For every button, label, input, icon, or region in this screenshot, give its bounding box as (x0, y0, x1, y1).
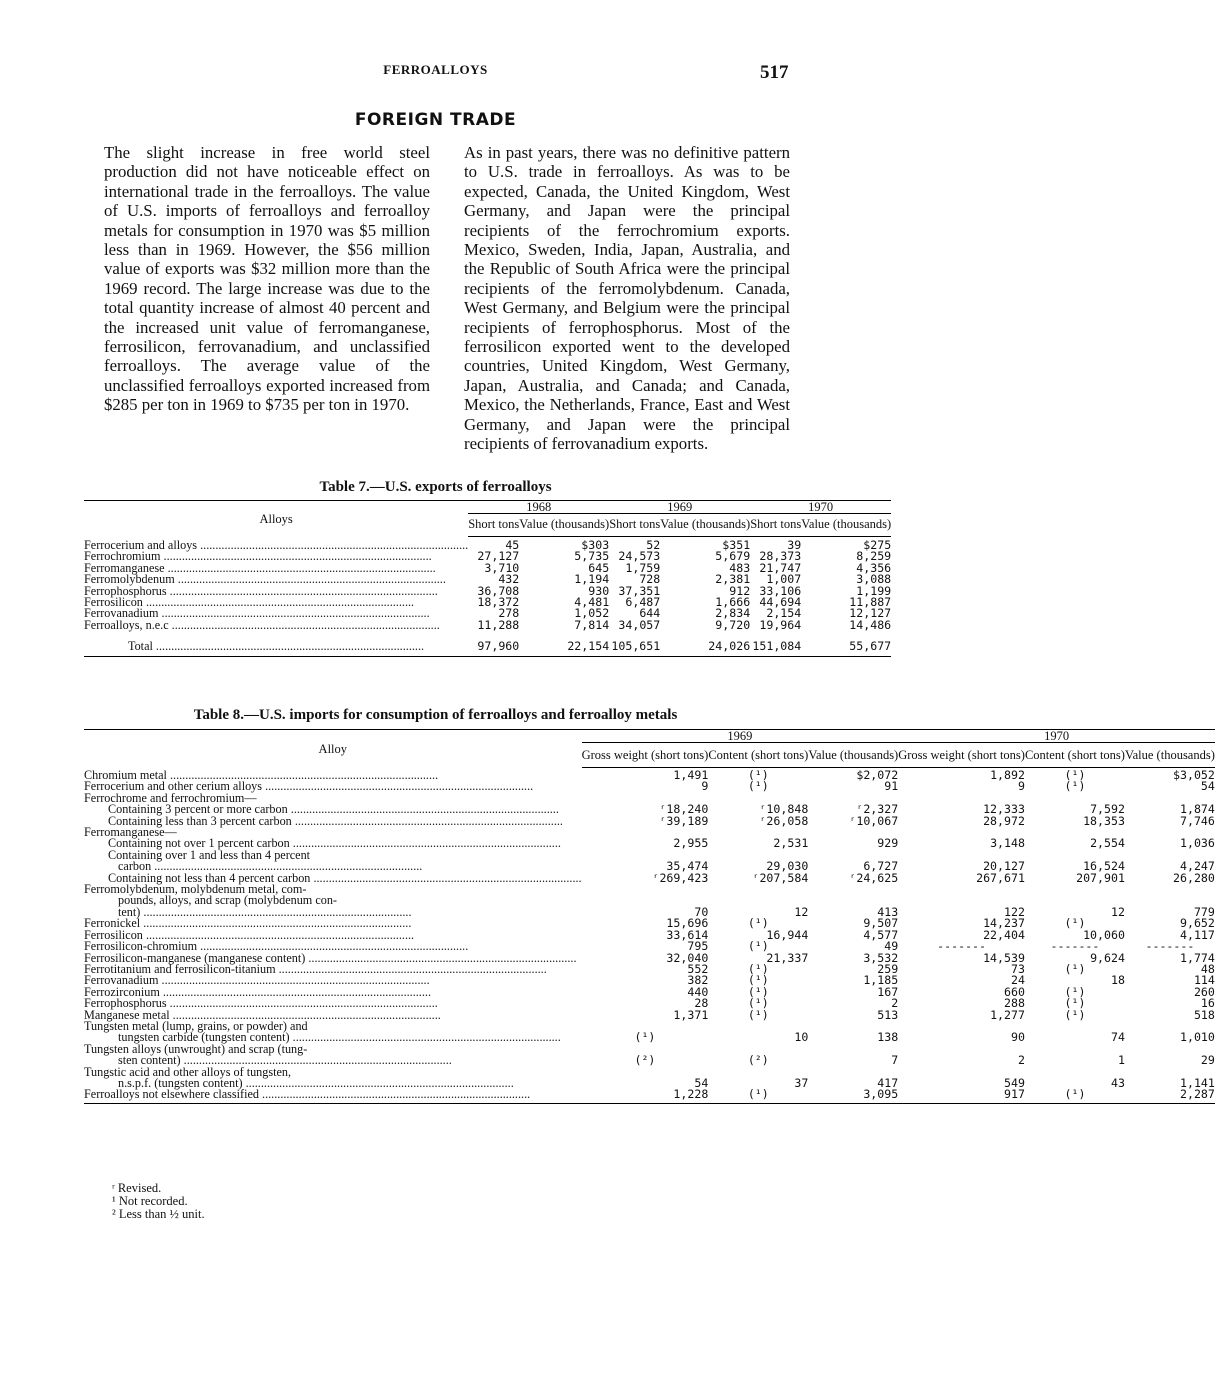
table-cell: (¹) (747, 916, 769, 931)
table-cell: 10 (794, 1030, 809, 1045)
table-cell (808, 884, 898, 895)
table-cell: 11,288 (477, 617, 520, 632)
table-cell: 21,747 (759, 560, 802, 575)
table-cell: (¹) (747, 961, 769, 976)
table-cell: 3,710 (484, 560, 520, 575)
table7-sub-value: Value (thousands) (801, 514, 891, 537)
row-label: Ferrovanadium ..... (84, 975, 582, 986)
table-cell: 1,007 (766, 572, 802, 587)
table-cell: 7,746 (1179, 813, 1215, 828)
table-cell: 4,356 (856, 560, 892, 575)
table-cell: 28,972 (983, 813, 1025, 828)
table-cell: ʳ269,423 (652, 870, 709, 885)
row-label: Ferrosilicon ..... (84, 930, 582, 941)
table-cell: 33,106 (759, 583, 802, 598)
table-cell: (²) (634, 1053, 656, 1068)
table8-year-1970: 1970 (898, 730, 1215, 743)
table-cell: 3,532 (863, 950, 899, 965)
table-cell: 33,614 (666, 927, 709, 942)
table-cell: 912 (729, 583, 751, 598)
table-cell: (¹) (747, 996, 769, 1011)
table-cell: 929 (877, 836, 899, 851)
table-cell: 39 (787, 538, 802, 552)
table-cell: 21,337 (766, 950, 809, 965)
table-cell: ʳ18,240 (659, 802, 709, 817)
table-cell: 207,901 (1076, 870, 1125, 885)
table-cell: 26,280 (1173, 870, 1215, 885)
table-cell: ------- (1050, 939, 1100, 954)
table-cell: 483 (729, 560, 751, 575)
total-cell: 97,960 (468, 631, 519, 656)
table-cell: 12 (794, 904, 809, 919)
table-cell: 1,759 (625, 560, 661, 575)
table-cell: 1,141 (1179, 1075, 1215, 1090)
table-cell: 1,036 (1179, 836, 1215, 851)
table-cell: 1,194 (574, 572, 610, 587)
section-title: FOREIGN TRADE (354, 110, 517, 130)
table-cell: $3,052 (1173, 768, 1215, 782)
table-cell: 32,040 (666, 950, 709, 965)
table-cell: 12,127 (849, 606, 892, 621)
table-cell: 22,404 (983, 927, 1025, 942)
table-cell: 278 (498, 606, 520, 621)
table-cell: 660 (1004, 984, 1025, 999)
row-label: Containing not less than 4 percent carbon ..... (84, 873, 582, 884)
table8 (84, 729, 1215, 1104)
row-label: pounds, alloys, and scrap (molybdenum con- (118, 893, 337, 908)
table-cell: 49 (884, 939, 899, 954)
table-cell: 29,030 (766, 859, 809, 874)
table-cell: 74 (1111, 1030, 1125, 1045)
row-label: Ferrophosphorus ..... (84, 586, 468, 597)
table-cell (582, 884, 709, 895)
table-cell: 432 (498, 572, 520, 587)
table8-sub-gross: Gross weight (short tons) (582, 743, 709, 768)
table-cell: 795 (687, 939, 709, 954)
table-cell: (¹) (1064, 984, 1086, 999)
table-cell: 14,539 (983, 950, 1025, 965)
row-label: Chromium metal ..... (84, 768, 582, 782)
table-cell: ʳ2,327 (856, 802, 899, 817)
table-cell: (¹) (1064, 996, 1086, 1011)
table-cell: ʳ26,058 (759, 813, 809, 828)
table-cell: 29 (1200, 1053, 1215, 1068)
table-cell (582, 1067, 709, 1078)
table7 (84, 500, 891, 657)
row-label: Ferromolybdenum, molybdenum metal, com- (84, 882, 307, 897)
table-cell: 513 (877, 1007, 899, 1022)
table-cell: (¹) (1064, 916, 1086, 931)
table-cell: (¹) (747, 939, 769, 954)
row-label: Ferrocerium and alloys ..... (84, 537, 468, 552)
table-cell: 549 (1004, 1075, 1025, 1090)
table-cell (1025, 884, 1125, 895)
table-cell: 14,486 (849, 617, 892, 632)
table-cell: 122 (1004, 904, 1025, 919)
table-cell: ʳ39,189 (659, 813, 709, 828)
table-cell: 138 (877, 1030, 899, 1045)
table-cell: 90 (1011, 1030, 1025, 1045)
table-cell: 54 (1200, 779, 1215, 794)
table-cell: 54 (694, 1075, 709, 1090)
table-cell: 2,287 (1125, 1089, 1215, 1103)
table-cell: 2 (891, 996, 899, 1011)
table-cell: (¹) (1025, 1089, 1125, 1103)
total-cell: 24,026 (660, 631, 750, 656)
table-cell: 6,727 (863, 859, 899, 874)
table-cell: 18 (1111, 973, 1125, 988)
table-cell: 9,624 (1090, 950, 1125, 965)
table7-sub-value: Value (thousands) (519, 514, 609, 537)
table-cell: 18,353 (1083, 813, 1125, 828)
table-cell: 917 (898, 1089, 1025, 1103)
table-cell: 518 (1193, 1007, 1215, 1022)
table-cell: (¹) (747, 984, 769, 999)
row-label: Ferroalloys not elsewhere classified ..... (84, 1089, 582, 1103)
table-cell: 18,372 (477, 595, 520, 610)
table-cell: 1,892 (990, 768, 1025, 782)
table-cell: 5,735 (574, 549, 610, 564)
row-label: Ferrochromium ..... (84, 551, 468, 562)
table-cell: 48 (1200, 961, 1215, 976)
table-cell: 552 (687, 961, 709, 976)
footnote: ʳ Revised. (112, 1181, 162, 1195)
table8-col-alloy: Alloy (84, 730, 582, 768)
table-cell: 12,333 (983, 802, 1025, 817)
table-cell: 1,491 (673, 768, 709, 782)
table-cell: 8,259 (856, 549, 892, 564)
row-label: Ferrochrome and ferrochromium— (84, 790, 257, 805)
table-cell: 382 (687, 973, 709, 988)
table-cell: 440 (687, 984, 709, 999)
running-title: FERROALLOYS (383, 62, 488, 77)
table-cell: $2,072 (856, 768, 899, 782)
row-label: Tungsten alloys (unwrought) and scrap (tung- (84, 1041, 308, 1056)
table-cell: 3,088 (856, 572, 892, 587)
body-right-paragraph: As in past years, there was no definitive pattern to U.S. trade in ferroalloys. As was to be expected, Canada, the United Kingdom, West Germany, and Japan were the principal recipients of the ferrochromium exports. Mexico, Sweden, India, Japan, Australia, and the Republic of South Africa were the principal recipients of the ferromolybdenum. Canada, West Germany, and Belgium were the principal recipients of ferrophosphorus. Most of the ferrosilicon exported went to the developed countries, United Kingdom, West Germany, Japan, Australia, and Canada; and Canada, Mexico, the Netherlands, France, East and West Germany, and Japan were the principal recipients of ferrovanadium exports. (464, 143, 790, 454)
row-label: Tungsten metal (lump, grains, or powder) and (84, 1018, 308, 1033)
total-cell: 105,651 (609, 631, 660, 656)
row-label: sten content) ..... (84, 1055, 582, 1066)
table-cell: 4,577 (863, 927, 899, 942)
table-cell: 1,228 (582, 1089, 709, 1103)
table-cell: 2,554 (1090, 836, 1125, 851)
table-cell (898, 1021, 1025, 1032)
row-label: Containing 3 percent or more carbon ..... (84, 804, 582, 815)
table-cell: 16,524 (1083, 859, 1125, 874)
row-label: Ferrozirconium ..... (84, 987, 582, 998)
table-cell: 1,666 (715, 595, 751, 610)
table-row (84, 1089, 1215, 1103)
table-cell: 6,487 (625, 595, 661, 610)
table-cell: 259 (877, 961, 899, 976)
table-cell: (¹) (1064, 779, 1086, 794)
table-row (84, 816, 1215, 827)
table7-sub-short: Short tons (609, 514, 660, 537)
table-cell (582, 895, 709, 906)
row-label: Ferrocerium and other cerium alloys ..... (84, 781, 582, 792)
page-number: 517 (760, 62, 789, 83)
table-cell: 52 (646, 538, 661, 552)
table-cell: 15,696 (666, 916, 709, 931)
table8-sub-content: Content (short tons) (708, 743, 808, 768)
table-cell: 9,720 (715, 617, 751, 632)
table7-year-1970: 1970 (750, 501, 891, 514)
table8-title: Table 8.—U.S. imports for consumption of ferroalloys and ferroalloy metals (193, 707, 678, 723)
table-cell (898, 884, 1025, 895)
table-cell: 260 (1193, 984, 1215, 999)
table-cell: 10,060 (1083, 927, 1125, 942)
table-cell: 12 (1111, 904, 1125, 919)
table-cell: 2,834 (715, 606, 751, 621)
table-cell: (¹) (708, 1089, 808, 1103)
table-cell (1025, 1044, 1125, 1055)
table-cell: 645 (588, 560, 610, 575)
table-cell: (¹) (747, 779, 769, 794)
table-cell: 20,127 (983, 859, 1025, 874)
table-cell (1025, 1067, 1125, 1078)
table-cell: ʳ207,584 (752, 870, 809, 885)
row-label: Containing less than 3 percent carbon ..... (84, 816, 582, 827)
table-cell: 35,474 (666, 859, 709, 874)
table-cell: 4,247 (1179, 859, 1215, 874)
table-cell: 5,679 (715, 549, 751, 564)
table-cell: 37 (794, 1075, 809, 1090)
table-cell: 16 (1200, 996, 1215, 1011)
table-cell: 36,708 (477, 583, 520, 598)
table7-sub-value: Value (thousands) (660, 514, 750, 537)
total-cell: 55,677 (801, 631, 891, 656)
table-cell (1025, 895, 1125, 906)
table-cell: 3,095 (808, 1089, 898, 1103)
table7-col-alloys: Alloys (84, 501, 468, 537)
row-label: Ferrosilicon-chromium ..... (84, 941, 582, 952)
table-cell: 9 (1017, 779, 1025, 794)
table-cell: 11,887 (849, 595, 892, 610)
table-cell: 28,373 (759, 549, 802, 564)
row-label: Tungstic acid and other alloys of tungsten, (84, 1064, 292, 1079)
row-label: Ferronickel ..... (84, 918, 582, 929)
table-cell: 930 (588, 583, 610, 598)
row-label: Containing not over 1 percent carbon ..... (84, 838, 582, 849)
table-cell: 2 (1017, 1053, 1025, 1068)
table-cell: 45 (505, 538, 520, 552)
table-cell: 91 (884, 779, 899, 794)
table-cell: 1,874 (1179, 802, 1215, 817)
table-cell (708, 884, 808, 895)
table-cell: 34,057 (618, 617, 661, 632)
table-row (84, 620, 891, 631)
table-cell: 7 (891, 1053, 899, 1068)
table-cell: 1,199 (856, 583, 892, 598)
table-cell: 44,694 (759, 595, 802, 610)
table-cell: 14,237 (983, 916, 1025, 931)
footnote: ¹ Not recorded. (112, 1194, 188, 1208)
table-cell: (¹) (1064, 961, 1086, 976)
table8-year-1969: 1969 (582, 730, 899, 743)
table-cell (808, 1044, 898, 1055)
table-cell: $351 (722, 538, 751, 552)
table-cell: (²) (747, 1053, 769, 1068)
table-cell: (¹) (1064, 1007, 1086, 1022)
table-cell: ʳ10,067 (849, 813, 899, 828)
table-cell: 7,592 (1090, 802, 1125, 817)
table-cell: 1 (1117, 1053, 1125, 1068)
table-cell: 43 (1111, 1075, 1125, 1090)
table-cell: 413 (877, 904, 899, 919)
table8-sub-value: Value (thousands) (808, 743, 898, 768)
table-cell: 1,371 (673, 1007, 709, 1022)
total-label: Total ..... (84, 631, 468, 656)
table-cell: 19,964 (759, 617, 802, 632)
table-cell: 24 (1011, 973, 1025, 988)
row-label: Manganese metal ..... (84, 1010, 582, 1021)
row-label: Ferrophosphorus ..... (84, 998, 582, 1009)
row-label: n.s.p.f. (tungsten content) ..... (84, 1078, 582, 1089)
footnote: ² Less than ½ unit. (112, 1207, 205, 1221)
table-cell: 1,774 (1179, 950, 1215, 965)
table8-sub-value: Value (thousands) (1125, 743, 1215, 768)
table-cell (898, 1044, 1025, 1055)
table-cell (1125, 884, 1215, 895)
row-label: carbon ..... (84, 861, 582, 872)
table8-footnotes (112, 1182, 205, 1221)
table-cell: $275 (863, 538, 892, 552)
row-label: Ferromanganese ..... (84, 563, 468, 574)
row-label: Containing over 1 and less than 4 percent (108, 847, 311, 862)
table-cell: 114 (1193, 973, 1215, 988)
table-cell: ------- (1145, 939, 1195, 954)
row-label: tent) ..... (84, 907, 582, 918)
table-cell: 2,154 (766, 606, 802, 621)
table7-title: Table 7.—U.S. exports of ferroalloys (319, 479, 552, 495)
table7-sub-short: Short tons (468, 514, 519, 537)
body-left-paragraph: The slight increase in free world steel production did not have noticeable effect on international trade in the ferroalloys. The value of U.S. imports of ferroalloys and ferroalloy metals for consumption in 1970 was $5 million less than in 1969. However, the $56 million value of exports was $32 million more than the 1969 record. The large increase was due to the total quantity increase of almost 40 percent and the increased unit value of ferromanganese, ferrosilicon, ferrovanadium, and unclassified ferroalloys. The average value of the unclassified ferroalloys exported increased from $285 per ton in 1969 to $735 per ton in 1970. (104, 143, 430, 415)
table-cell: 4,481 (574, 595, 610, 610)
table-cell: 16,944 (766, 927, 809, 942)
table7-year-1969: 1969 (609, 501, 750, 514)
table-cell (1025, 1021, 1125, 1032)
table-cell: 27,127 (477, 549, 520, 564)
table-cell: ʳ10,848 (759, 802, 809, 817)
table7-sub-short: Short tons (750, 514, 801, 537)
table8-sub-content: Content (short tons) (1025, 743, 1125, 768)
table-cell: 28 (694, 996, 709, 1011)
table-cell: 779 (1193, 904, 1215, 919)
row-label: Ferrosilicon ..... (84, 597, 468, 608)
table-cell: ʳ24,625 (849, 870, 899, 885)
table-cell: 24,573 (618, 549, 661, 564)
table-cell (708, 1067, 808, 1078)
table-cell: 2,531 (773, 836, 809, 851)
table-cell: 644 (639, 606, 661, 621)
table-cell: 9,652 (1179, 916, 1215, 931)
row-label: Ferrosilicon-manganese (manganese content) ..... (84, 953, 582, 964)
table-cell: 70 (694, 904, 709, 919)
table-cell: ------- (937, 939, 987, 954)
table-cell: 2,381 (715, 572, 751, 587)
row-label: Ferrotitanium and ferrosilicon-titanium ..... (84, 964, 582, 975)
table-cell: 9 (701, 779, 709, 794)
table-total-row (84, 631, 891, 656)
table-cell: 1,010 (1179, 1030, 1215, 1045)
table-cell: (¹) (747, 768, 769, 782)
table-cell: (¹) (634, 1030, 656, 1045)
table-cell: 37,351 (618, 583, 661, 598)
table-cell: 1,185 (863, 973, 899, 988)
table-cell: 3,148 (990, 836, 1025, 851)
table-cell: 2,955 (673, 836, 709, 851)
table-cell: 9,507 (863, 916, 899, 931)
table-cell: 728 (639, 572, 661, 587)
row-label: Ferroalloys, n.e.c ..... (84, 620, 468, 631)
table-cell (708, 895, 808, 906)
table-cell: (¹) (1064, 768, 1086, 782)
table7-year-1968: 1968 (468, 501, 609, 514)
row-label: Ferromanganese— (84, 825, 177, 840)
row-label: Ferrovanadium ..... (84, 608, 468, 619)
table-cell: (¹) (747, 973, 769, 988)
total-cell: 22,154 (519, 631, 609, 656)
table-cell: 7,814 (574, 617, 610, 632)
table-cell: 1,277 (990, 1007, 1025, 1022)
table-cell: 73 (1011, 961, 1025, 976)
table-cell: 4,117 (1179, 927, 1215, 942)
table-cell (708, 1021, 808, 1032)
table-cell: 167 (877, 984, 899, 999)
total-cell: 151,084 (750, 631, 801, 656)
table-cell: $303 (581, 538, 610, 552)
table-cell: 288 (1004, 996, 1025, 1011)
row-label: Ferromolybdenum ..... (84, 574, 468, 585)
table-cell: 1,052 (574, 606, 610, 621)
table-cell: 417 (877, 1075, 899, 1090)
row-label: tungsten carbide (tungsten content) ..... (84, 1032, 582, 1043)
table-cell: (¹) (747, 1007, 769, 1022)
table-cell: 267,671 (976, 870, 1025, 885)
table8-sub-gross: Gross weight (short tons) (898, 743, 1025, 768)
